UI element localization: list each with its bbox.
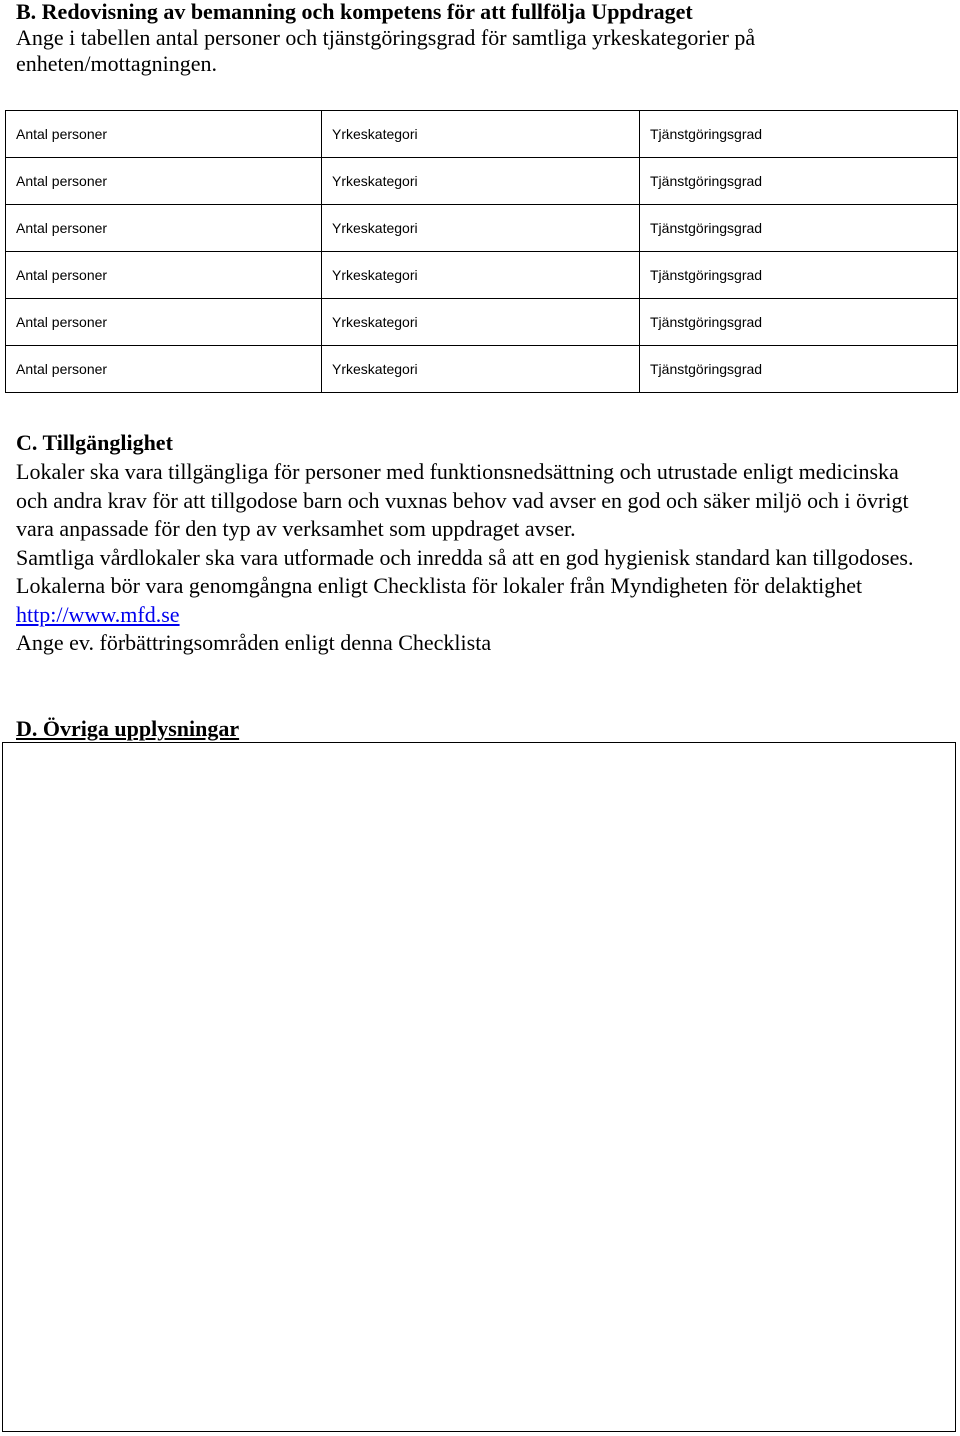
category-cell[interactable]: Yrkeskategori [322, 111, 640, 158]
section-b-heading: B. Redovisning av bemanning och kompetens för att fullfölja Uppdraget [16, 0, 693, 24]
section-d-heading: D. Övriga upplysningar [16, 716, 240, 741]
category-cell[interactable]: Yrkeskategori [322, 205, 640, 252]
table-row [6, 346, 958, 393]
degree-cell[interactable]: Tjänstgöringsgrad [640, 158, 958, 205]
table-row [6, 158, 958, 205]
count-cell[interactable]: Antal personer [6, 346, 322, 393]
category-cell[interactable]: Yrkeskategori [322, 299, 640, 346]
count-cell[interactable]: Antal personer [6, 205, 322, 252]
checklist-paragraph [16, 572, 931, 629]
table-row [6, 205, 958, 252]
staffing-table [5, 110, 958, 393]
hygiene-paragraph: Samtliga vårdlokaler ska vara utformade och inredda så att en god hygienisk standard kan tillgodoses. [16, 544, 914, 570]
count-cell[interactable]: Antal personer [6, 111, 322, 158]
count-cell[interactable]: Antal personer [6, 158, 322, 205]
degree-cell[interactable]: Tjänstgöringsgrad [640, 111, 958, 158]
degree-cell[interactable]: Tjänstgöringsgrad [640, 252, 958, 299]
table-row [6, 111, 958, 158]
checklist-text: Lokalerna bör vara genomgångna enligt Checklista för lokaler från Myndigheten för delaktighet [16, 573, 863, 598]
category-cell[interactable]: Yrkeskategori [322, 158, 640, 205]
count-cell[interactable]: Antal personer [6, 252, 322, 299]
degree-cell[interactable]: Tjänstgöringsgrad [640, 346, 958, 393]
table-row [6, 252, 958, 299]
improvement-paragraph: Ange ev. förbättringsområden enligt denna Checklista [16, 630, 492, 655]
section-c-heading: C. Tillgänglighet [16, 430, 173, 455]
table-row [6, 299, 958, 346]
section-b-instruction: Ange i tabellen antal personer och tjänstgöringsgrad för samtliga yrkeskategorier på enheten/mottagningen. [16, 25, 756, 76]
section-c-body [16, 458, 931, 658]
other-info-field[interactable] [2, 742, 956, 1432]
category-cell[interactable]: Yrkeskategori [322, 252, 640, 299]
count-cell[interactable]: Antal personer [6, 299, 322, 346]
degree-cell[interactable]: Tjänstgöringsgrad [640, 299, 958, 346]
degree-cell[interactable]: Tjänstgöringsgrad [640, 205, 958, 252]
mfd-link[interactable]: http://www.mfd.se [16, 601, 180, 627]
accessibility-paragraph: Lokaler ska vara tillgängliga för personer med funktionsnedsättning och utrustade enligt medicinska och andra krav för att tillgodose barn och vuxnas behov vad avser en god och säker miljö och i övrigt vara anpassade för den typ av verksamhet som uppdraget avser. [16, 459, 909, 541]
category-cell[interactable]: Yrkeskategori [322, 346, 640, 393]
